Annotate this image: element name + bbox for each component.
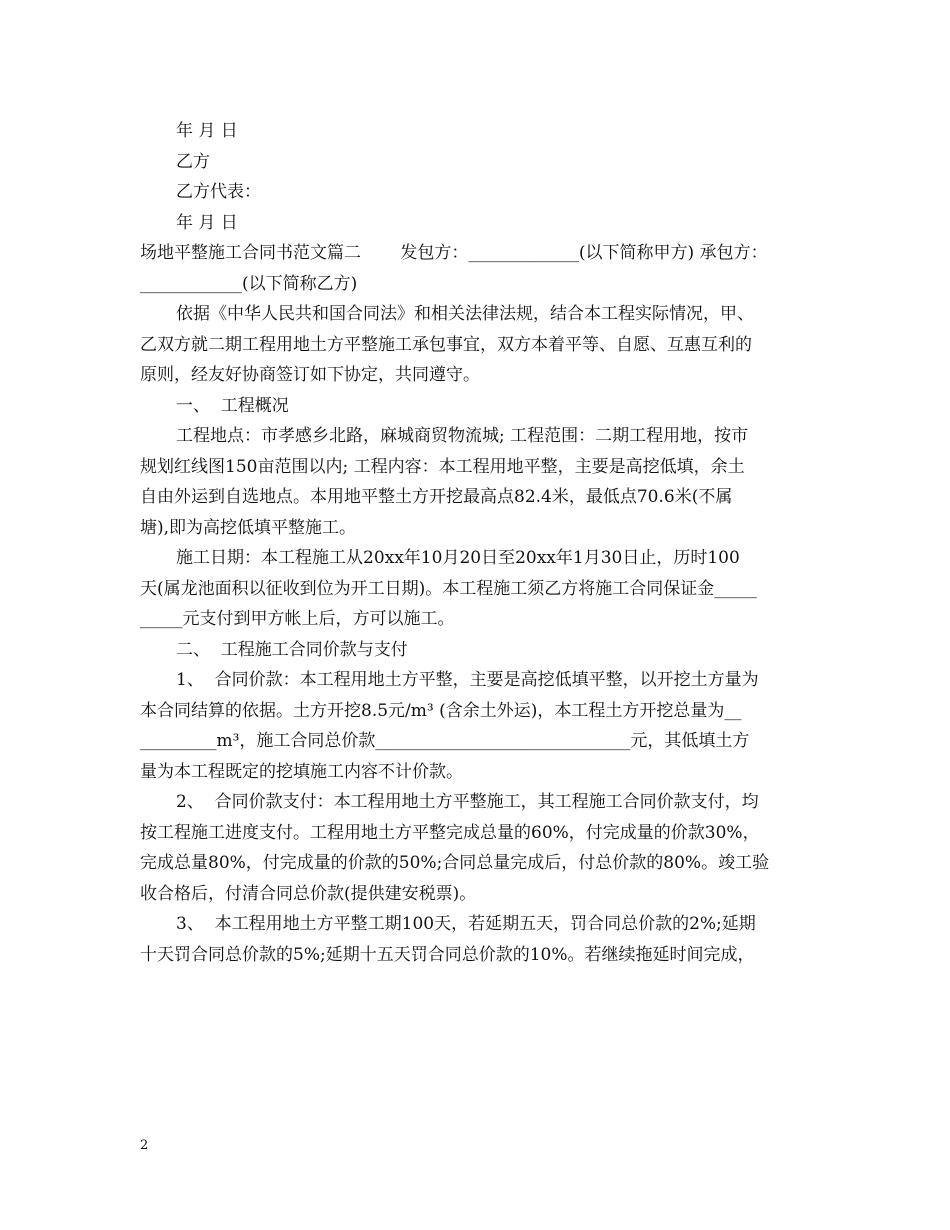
date-line: 年 月 日 [176,212,238,233]
text-line: 1、 合同价款：本工程用地土方平整，主要是高挖低填平整，以开挖土方量为 [176,670,759,690]
party-b-representative: 乙方代表： [176,182,261,202]
date-line: 年 月 日 [176,121,238,141]
text-line: 2、 合同价款支付：本工程用地土方平整施工，其工程施工合同价款支付，均 [176,792,759,812]
text-line: 依据《中华人民共和国合同法》和相关法律法规，结合本工程实际情况，甲、 [176,304,754,324]
party-b-label: 乙方 [176,151,210,172]
text-line: 按工程施工进度支付。工程用地土方平整完成总量的60%，付完成量的价款30%， [140,822,760,843]
page-number: 2 [140,1138,149,1153]
document-body [140,116,812,970]
text-line: 收合格后，付清合同总价款(提供建安税票)。 [140,883,477,904]
text-line: 十天罚合同总价款的5%;延期十五天罚合同总价款的10%。若继续拖延时间完成， [140,944,755,965]
text-line: 量为本工程既定的挖填施工内容不计价款。 [140,761,463,782]
section-heading: 一、 工程概况 [176,395,289,416]
contract-title-line: 场地平整施工合同书范文篇二 发包方：_____________(以下简称甲方) 承包方： [140,243,768,263]
text-line: 原则，经友好协商签订如下协定，共同遵守。 [140,365,480,385]
text-line: 工程地点：市孝感乡北路，麻城商贸物流城; 工程范围：二期工程用地，按市 [176,426,749,446]
section-heading: 二、 工程施工合同价款与支付 [176,639,408,660]
text-line: _________m³，施工合同总价款______________________________元，其低填土方 [140,731,750,751]
text-line: 规划红线图150亩范围以内; 工程内容：本工程用地平整，主要是高挖低填，余土 [140,456,745,477]
text-line: 自由外运到自选地点。本用地平整土方开挖最高点82.4米，最低点70.6米(不属 [140,487,733,507]
text-line: 完成总量80%，付完成量的价款的50%;合同总量完成后，付总价款的80%。竣工验 [140,853,770,873]
text-line: 天(属龙池面积以征收到位为开工日期)。本工程施工须乙方将施工合同保证金_____ [140,578,757,599]
text-line: 塘),即为高挖低填平整施工。 [140,517,357,538]
text-line: _____元支付到甲方帐上后，方可以施工。 [140,609,455,629]
text-line: 3、 本工程用地土方平整工期100天，若延期五天，罚合同总价款的2%;延期 [176,914,756,934]
text-line: 施工日期：本工程施工从20xx年10月20日至20xx年1月30日止，历时100 [176,548,740,568]
text-line: ____________(以下简称乙方) [140,273,358,294]
text-line: 乙双方就二期工程用地土方平整施工承包事宜，双方本着平等、自愿、互惠互利的 [140,334,752,355]
text-line: 本合同结算的依据。土方开挖8.5元/m³ (含余土外运)，本工程土方开挖总量为__ [140,700,742,721]
